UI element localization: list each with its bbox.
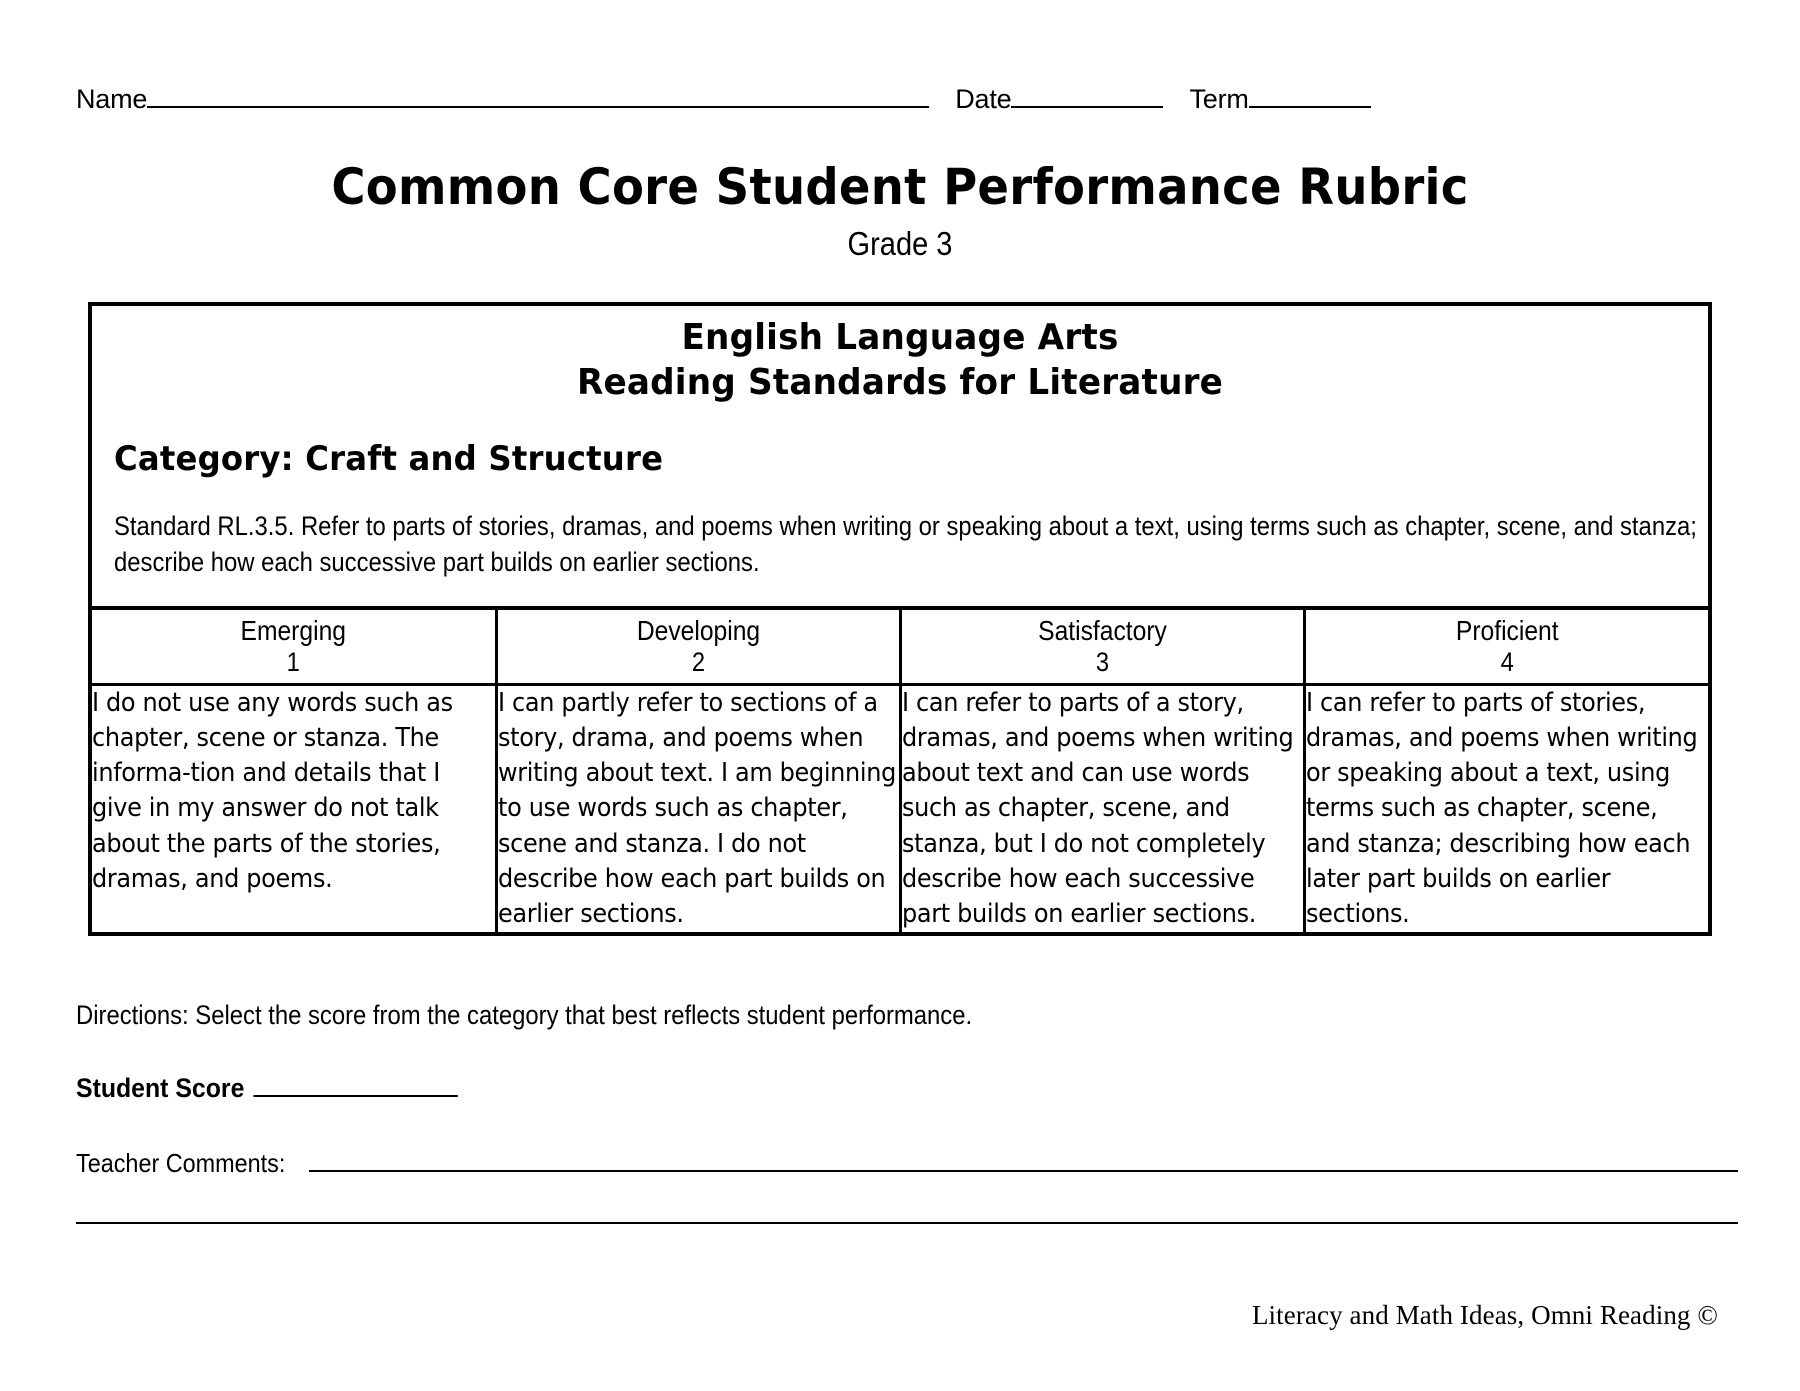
level-number: 3 [1095, 646, 1109, 677]
level-name: Developing [636, 615, 760, 647]
descriptor-cell-proficient[interactable] [1304, 684, 1708, 932]
level-header-proficient [1304, 608, 1708, 684]
descriptor-text: I can partly refer to sections of a story, drama, and poems when writing about text. I am beginning to use words such as chapter, scene and stanza. I do not describe how each part builds on earlier sections. [497, 687, 896, 929]
level-header-satisfactory [900, 608, 1304, 684]
date-label: Date [955, 84, 1012, 114]
descriptor-cell-emerging[interactable] [92, 684, 496, 932]
table-header-row [92, 608, 1708, 684]
term-label: Term [1189, 84, 1249, 114]
student-score-input-line[interactable] [254, 1078, 458, 1097]
teacher-comments-input-line-1[interactable] [309, 1153, 1738, 1172]
level-number: 1 [286, 646, 300, 677]
rubric-box [88, 302, 1712, 936]
name-label: Name [76, 84, 148, 114]
date-input-line[interactable] [1011, 88, 1163, 108]
subject-area: English Language Arts [681, 317, 1119, 358]
descriptor-text: I can refer to parts of a story, dramas, and poems when writing about text and can use words such as chapter, scene, and stanza, but I do not completely describe how each successive part builds on earlier sections. [901, 687, 1293, 929]
level-name: Emerging [240, 615, 346, 647]
student-info-line [76, 84, 1736, 115]
descriptor-cell-satisfactory[interactable] [900, 684, 1304, 932]
descriptor-text: I can refer to parts of stories, dramas, and poems when writing or speaking about a text, using terms such as chapter, scene, and stanza; describing how each later part builds on earlier sections. [1305, 687, 1697, 929]
directions-text: Directions: Select the score from the category that best reflects student performance. [76, 1000, 973, 1030]
subject-strand: Reading Standards for Literature [576, 361, 1224, 403]
student-score-label: Student Score [76, 1073, 245, 1103]
level-number: 2 [691, 646, 705, 677]
page-title: Common Core Student Performance Rubric [331, 158, 1469, 216]
level-header-emerging [92, 608, 496, 684]
descriptor-cell-developing[interactable] [496, 684, 900, 932]
copyright-credit: Literacy and Math Ideas, Omni Reading © [1251, 1300, 1718, 1330]
level-name: Satisfactory [1037, 615, 1167, 647]
teacher-comments-label: Teacher Comments: [76, 1148, 286, 1178]
grade-subtitle: Grade 3 [847, 225, 953, 262]
performance-levels-table [92, 606, 1708, 932]
subject-block [92, 306, 1708, 407]
level-name: Proficient [1455, 615, 1559, 647]
table-row [92, 684, 1708, 932]
term-input-line[interactable] [1249, 88, 1371, 108]
descriptor-text: I do not use any words such as chapter, scene or stanza. The informa-tion and details that I give in my answer do not talk about the parts of the stories, dramas, and poems. [92, 687, 453, 894]
student-score-field [76, 1073, 458, 1104]
teacher-comments-field [76, 1148, 1738, 1179]
level-header-developing [496, 608, 900, 684]
name-input-line[interactable] [147, 88, 929, 108]
category-heading: Category: Craft and Structure [114, 439, 664, 480]
standard-description: Standard RL.3.5. Refer to parts of stories, dramas, and poems when writing or speaking about a text, using terms such as chapter, scene, and stanza; describe how each successive part builds on earlier sections. [114, 511, 1697, 577]
teacher-comments-input-line-2[interactable] [76, 1222, 1738, 1224]
level-number: 4 [1500, 646, 1514, 677]
